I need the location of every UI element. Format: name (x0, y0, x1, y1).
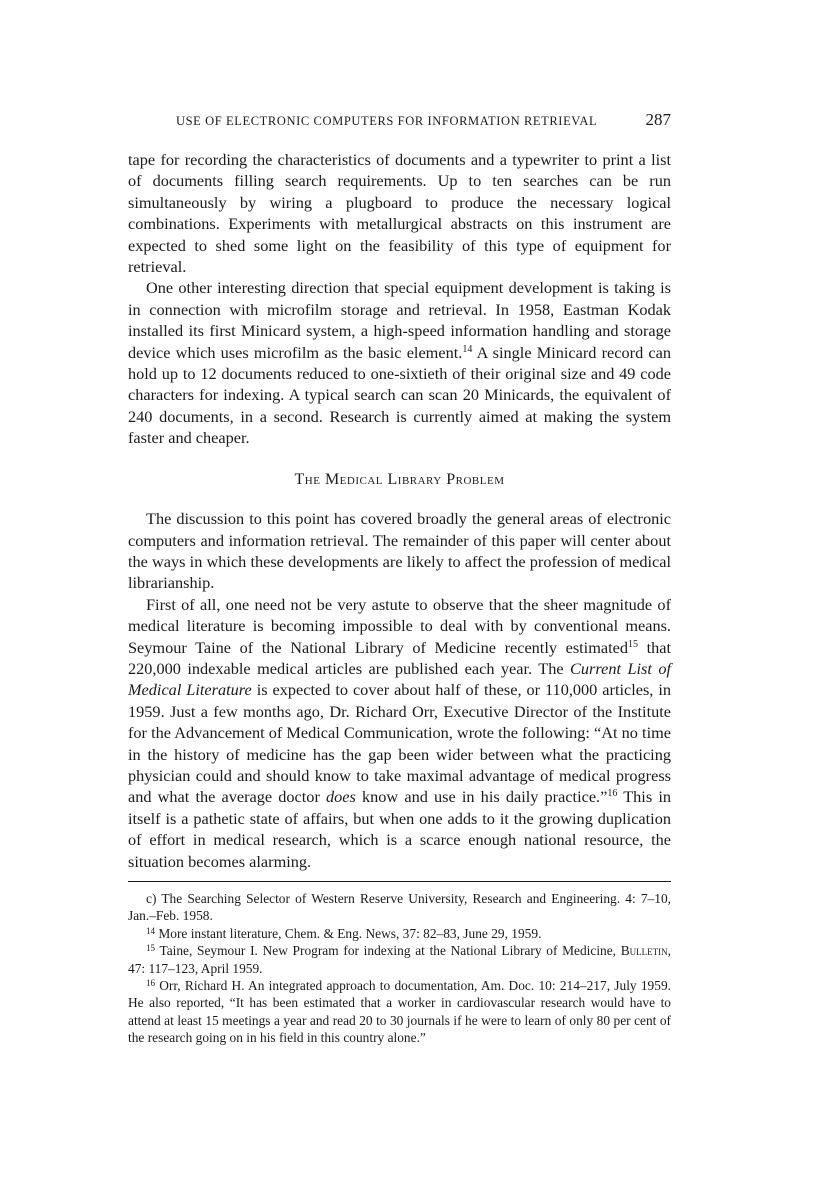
footnote-16 (128, 977, 671, 1047)
footnote-marker: 15 (146, 943, 155, 954)
running-title: USE OF ELECTRONIC COMPUTERS FOR INFORMATION RETRIEVAL (176, 114, 598, 128)
footnote-divider (128, 881, 671, 882)
paragraph-text: One other interesting direction that special equipment development is taking is in connection with microfilm storage and retrieval. In 1958, Eastman Kodak installed its first Minicard system, a high-speed information handling and storage device which uses microfilm as the basic element. (128, 278, 671, 362)
footnote-text: , 47: 117–123, April 1959. (128, 943, 671, 976)
paragraph-text: The discussion to this point has covered broadly the general areas of electronic computers and information retrieval. The remainder of this paper will center about the ways in which these developments are likely to affect the profession of medical librarianship. (128, 509, 671, 593)
footnote-reference: 14 (462, 343, 473, 355)
section-heading: The Medical Library Problem (294, 470, 505, 488)
paragraph-continued (128, 149, 671, 277)
italic-emphasis: does (326, 787, 356, 807)
page-number: 287 (645, 110, 671, 129)
footnote-marker: 14 (146, 925, 155, 936)
paragraph-text: This in itself is a pathetic state of affairs, but when one adds to it the growing duplication of effort in medical research, which is a scarce enough national resource, the situation becomes alarming. (128, 787, 671, 871)
body-text (128, 149, 671, 1047)
paragraph-discussion (128, 508, 671, 594)
footnote-marker: 16 (146, 978, 155, 989)
footnote-c (128, 890, 671, 925)
footnote-text: More instant literature, Chem. & Eng. News, 37: 82–83, June 29, 1959. (155, 925, 542, 941)
paragraph-text: that 220,000 indexable medical articles are published each year. The (128, 637, 671, 678)
paragraph-text: is expected to cover about half of these, or 110,000 articles, in 1959. Just a few months ago, Dr. Richard Orr, Executive Director of the Institute for the Advancement of Medical Communication, wrote the following: “At no time in the history of medicine has the gap been wider between what the practicing physician could and should know to take maximal advantage of medical progress and what the average doctor (128, 680, 671, 807)
paragraph-text: tape for recording the characteristics of documents and a typewriter to print a list of documents filling search requirements. Up to ten searches can be run simultaneously by wiring a plugboard to produce the necessary logical combinations. Experiments with metallurgical abstracts on this instrument are expected to shed some light on the feasibility of this type of equipment for retrieval. (128, 150, 671, 277)
paragraph-text: know and use in his daily practice.” (355, 787, 608, 807)
paragraph-text: A single Minicard record can hold up to 12 documents reduced to one-sixtieth of their original size and 49 code characters for indexing. A typical search can scan 20 Minicards, the equivalent of 240 documents, in a second. Research is currently aimed at making the system faster and cheaper. (128, 342, 671, 448)
paragraph-text: First of all, one need not be very astute to observe that the sheer magnitude of medical literature is becoming impossible to deal with by conventional means. Seymour Taine of the National Library of Medicine recently estimated (128, 594, 671, 657)
footnote-text: c) The Searching Selector of Western Reserve University, Research and Engineering. 4: 7–10, Jan.–Feb. 1958. (128, 891, 671, 924)
italic-title: Current List of Medical Literature (128, 658, 671, 700)
footnote-15 (128, 942, 671, 977)
footnote-text: Taine, Seymour I. New Program for indexing at the National Library of Medicine, (155, 943, 621, 959)
paragraph-minicard (128, 277, 671, 448)
footnote-reference: 16 (607, 788, 618, 800)
journal-name: Bulletin (620, 943, 668, 959)
footnote-14 (128, 925, 671, 942)
footnote-reference: 15 (627, 638, 638, 650)
footnote-text: Orr, Richard H. An integrated approach to documentation, Am. Doc. 10: 214–217, July 1959. He also reported, “It has been estimated that a worker in cardiovascular research would have to attend at least 15 meetings a year and read 20 to 30 journals if he were to learn of only 80 per cent of the research going on in his field in this country alone.” (128, 978, 671, 1046)
paragraph-magnitude (128, 594, 671, 872)
